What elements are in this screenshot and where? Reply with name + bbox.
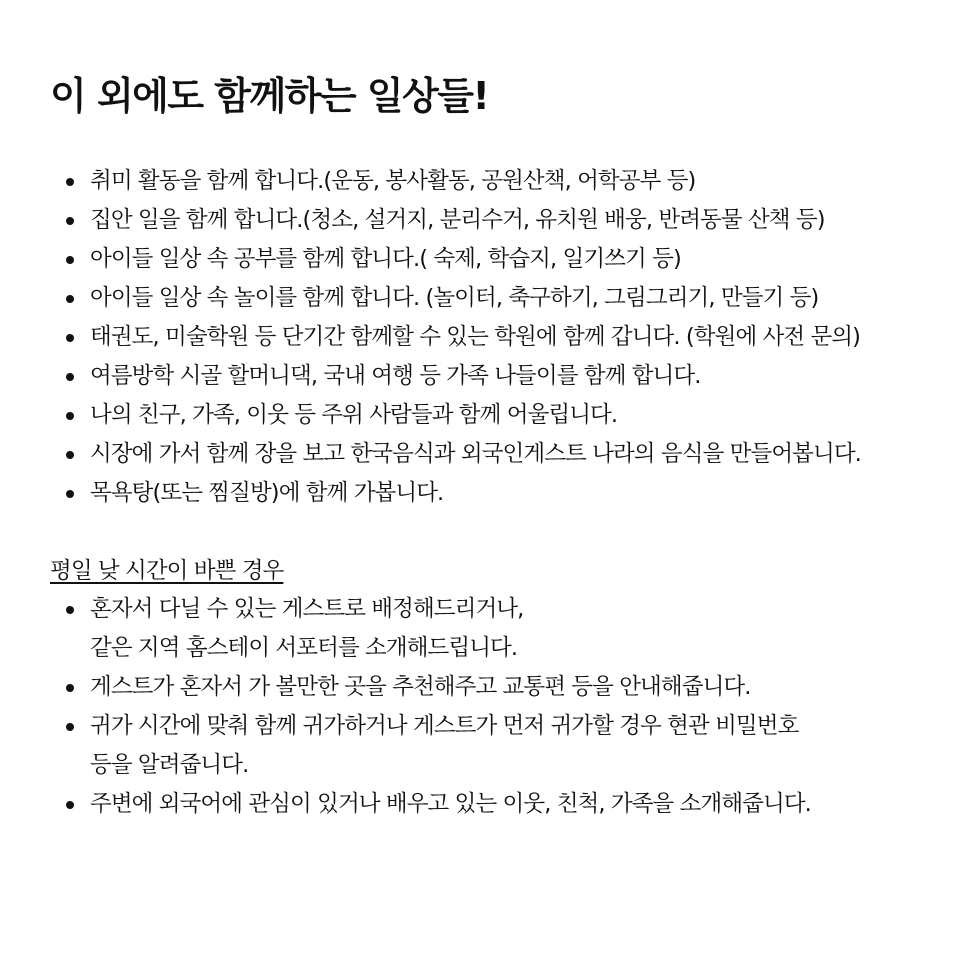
weekday-text-line: 같은 지역 홈스테이 서포터를 소개해드립니다.	[90, 635, 518, 661]
activity-text: 태권도, 미술학원 등 단기간 함께할 수 있는 학원에 함께 갑니다. (학원에 사전 문의)	[90, 324, 861, 350]
weekday-text-line: 주변에 외국어에 관심이 있거나 배우고 있는 이웃, 친척, 가족을 소개해줍니다.	[90, 791, 811, 817]
activity-text: 여름방학 시골 할머니댁, 국내 여행 등 가족 나들이를 함께 합니다.	[90, 363, 701, 389]
weekday-item	[0, 668, 950, 707]
bullet-icon	[66, 451, 74, 459]
activity-item	[0, 279, 950, 318]
weekday-item	[0, 785, 950, 824]
bullet-icon	[66, 723, 74, 731]
activity-text: 시장에 가서 함께 장을 보고 한국음식과 외국인게스트 나라의 음식을 만들어봅니다.	[90, 441, 861, 467]
bullet-icon	[66, 217, 74, 225]
activity-item	[0, 201, 950, 240]
weekday-text-line: 혼자서 다닐 수 있는 게스트로 배정해드리거나,	[90, 596, 524, 622]
weekday-text-line: 귀가 시간에 맞춰 함께 귀가하거나 게스트가 먼저 귀가할 경우 현관 비밀번호	[90, 713, 799, 739]
activity-item	[0, 396, 950, 435]
activity-text: 취미 활동을 함께 합니다.(운동, 봉사활동, 공원산책, 어학공부 등)	[90, 168, 696, 194]
activity-item	[0, 474, 950, 513]
bullet-icon	[66, 684, 74, 692]
activity-text: 아이들 일상 속 공부를 함께 합니다.( 숙제, 학습지, 일기쓰기 등)	[90, 246, 681, 272]
weekday-list	[0, 590, 950, 824]
bullet-icon	[66, 334, 74, 342]
activity-item	[0, 162, 950, 201]
activity-item	[0, 435, 950, 474]
bullet-icon	[66, 412, 74, 420]
weekday-text-line: 등을 알려줍니다.	[90, 752, 249, 778]
weekday-item	[0, 590, 950, 668]
activity-item	[0, 357, 950, 396]
bullet-icon	[66, 295, 74, 303]
activity-text: 집안 일을 함께 합니다.(청소, 설거지, 분리수거, 유치원 배웅, 반려동물 산책 등)	[90, 207, 825, 233]
activity-text: 나의 친구, 가족, 이웃 등 주위 사람들과 함께 어울립니다.	[90, 402, 618, 428]
bullet-icon	[66, 490, 74, 498]
bullet-icon	[66, 801, 74, 809]
bullet-icon	[66, 373, 74, 381]
activity-item	[0, 240, 950, 279]
section-heading: 평일 낮 시간이 바쁜 경우	[50, 558, 284, 584]
bullet-icon	[66, 256, 74, 264]
activity-list	[0, 162, 950, 513]
activity-text: 아이들 일상 속 놀이를 함께 합니다. (놀이터, 축구하기, 그림그리기, 만들기 등)	[90, 285, 819, 311]
page-title: 이 외에도 함께하는 일상들!	[50, 74, 489, 118]
weekday-text-line: 게스트가 혼자서 가 볼만한 곳을 추천해주고 교통편 등을 안내해줍니다.	[90, 674, 751, 700]
weekday-item	[0, 707, 950, 785]
bullet-icon	[66, 178, 74, 186]
activity-item	[0, 318, 950, 357]
bullet-icon	[66, 606, 74, 614]
activity-text: 목욕탕(또는 찜질방)에 함께 가봅니다.	[90, 480, 444, 506]
